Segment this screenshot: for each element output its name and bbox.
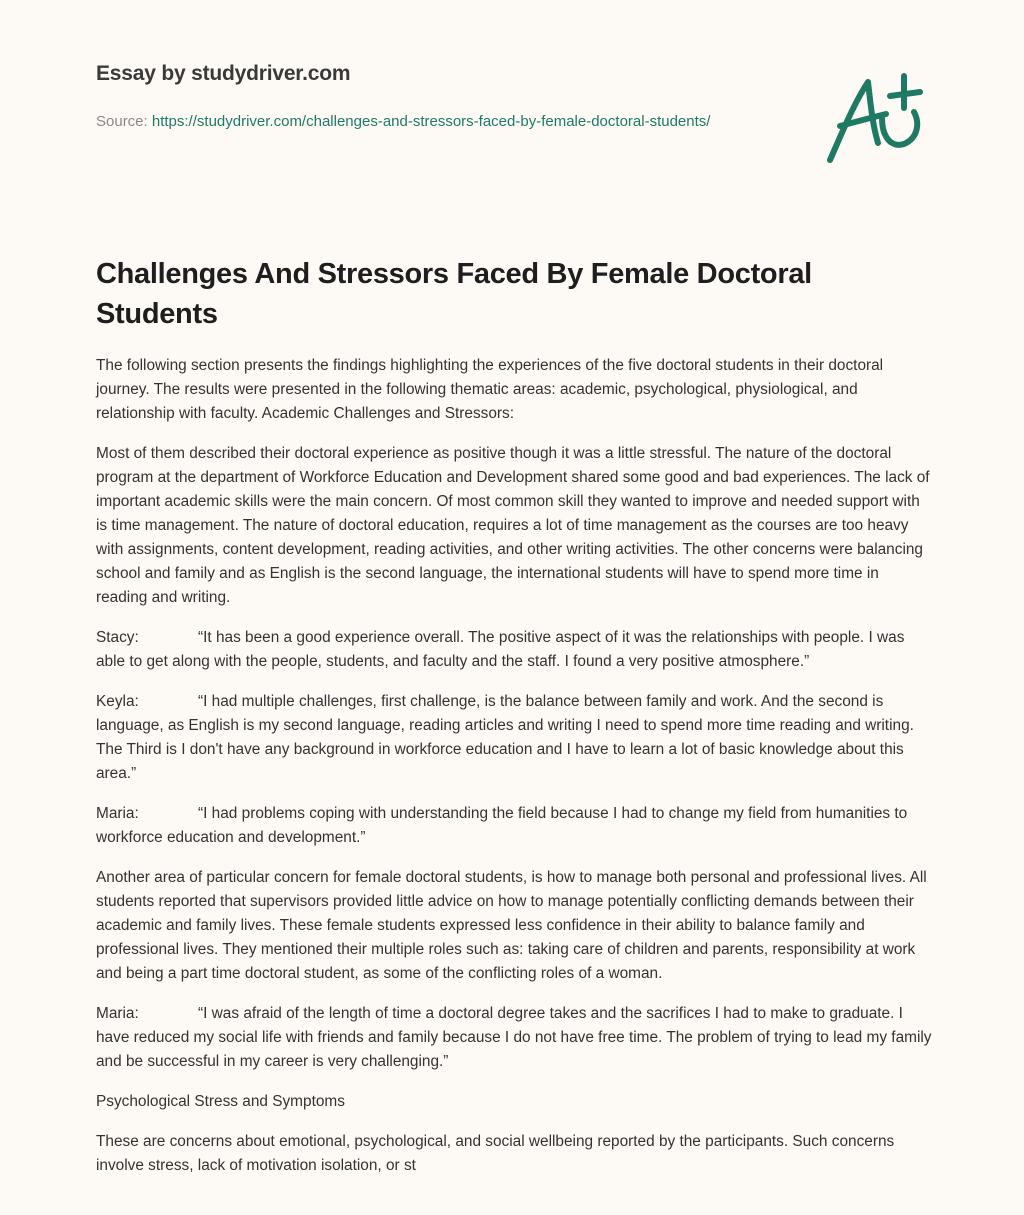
speaker-name: Maria: <box>96 1005 139 1022</box>
site-title: Essay by studydriver.com <box>96 62 351 85</box>
paragraph: Another area of particular concern for female doctoral students, is how to manage both personal and professional lives. All students reported that supervisors provided little advice on how to manage potentially conflicting demands between their academic and family lives. These female students expressed less confidence in their ability to balance family and professional lives. They mentioned their multiple roles such as: taking care of children and parents, responsibility at work and being a part time doctoral student, as some of the conflicting roles of a woman. <box>96 869 927 982</box>
quote-text: “I was afraid of the length of time a doctoral degree takes and the sacrifices I had to make to graduate. I have reduced my social life with friends and family because I do not have free time. The problem of trying to lead my family and be successful in my career is very challenging.” <box>96 1005 932 1070</box>
quote-text: “I had problems coping with understanding the field because I had to change my field from humanities to workforce education and development.” <box>96 805 908 846</box>
quote-text: “It has been a good experience overall. The positive aspect of it was the relationships with people. I was able to get along with the people, students, and faculty and the staff. I found a very positive atmosphere.” <box>96 629 905 670</box>
source-link[interactable]: https://studydriver.com/challenges-and-stressors-faced-by-female-doctoral-students/ <box>151 113 711 130</box>
quote-text: “I had multiple challenges, first challenge, is the balance between family and work. And the second is language, as English is my second language, reading articles and writing I need to spend more time reading and writing. The Third is I don't have any background in workforce education and I have to learn a lot of basic knowledge about this area.” <box>96 693 914 782</box>
quote-paragraph <box>96 690 932 786</box>
a-plus-grade-icon <box>820 68 930 168</box>
section-heading: Psychological Stress and Symptoms <box>96 1093 345 1110</box>
paragraph: The following section presents the findings highlighting the experiences of the five doctoral students in their doctoral journey. The results were presented in the following thematic areas: academic, psychological, physiological, and relationship with faculty. Academic Challenges and Stressors: <box>96 357 884 422</box>
page-header <box>96 62 776 134</box>
paragraph: Most of them described their doctoral experience as positive though it was a little stressful. The nature of the doctoral program at the department of Workforce Education and Development shared some good and bad experiences. The lack of important academic skills were the main concern. Of most common skill they wanted to improve and needed support with is time management. The nature of doctoral education, requires a lot of time management as the courses are too heavy with assignments, content development, reading activities, and other writing activities. The other concerns were balancing school and family and as English is the second language, the international students will have to spend more time in reading and writing. <box>96 445 930 606</box>
speaker-name: Keyla: <box>96 693 139 710</box>
speaker-name: Stacy: <box>96 629 139 646</box>
document-body <box>96 354 932 1194</box>
paragraph: These are concerns about emotional, psychological, and social wellbeing reported by the participants. Such concerns involve stress, lack of motivation isolation, or st <box>96 1133 895 1174</box>
document-title: Challenges And Stressors Faced By Female Doctoral Students <box>96 258 812 330</box>
quote-paragraph <box>96 802 932 850</box>
quote-paragraph <box>96 626 932 674</box>
speaker-name: Maria: <box>96 805 139 822</box>
quote-paragraph <box>96 1002 932 1074</box>
source-label: Source: <box>96 113 148 130</box>
source-line <box>96 110 776 134</box>
